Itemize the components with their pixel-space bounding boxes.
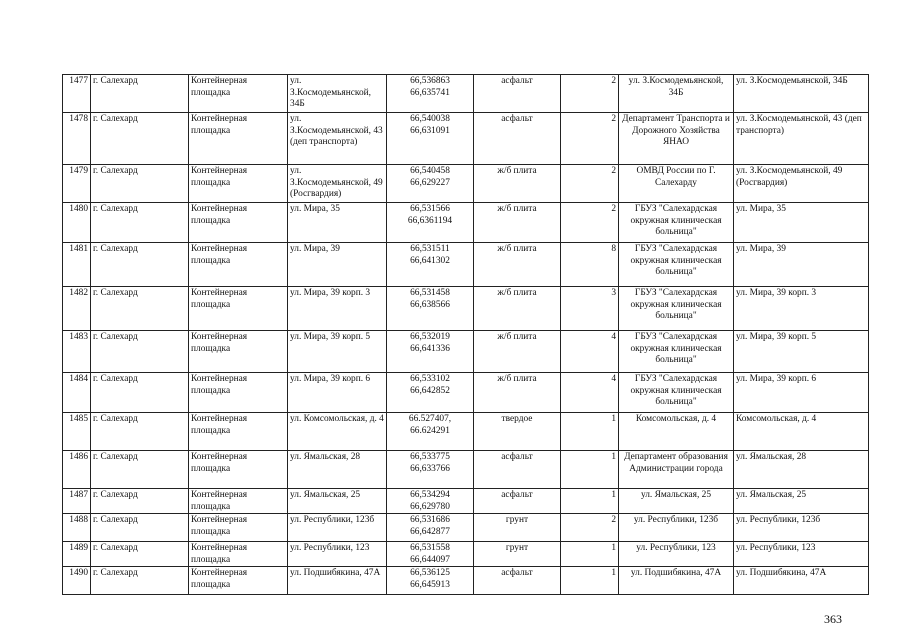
page-number: 363: [824, 612, 842, 626]
address-cell: ул. Мира, 39: [288, 243, 387, 287]
owner-cell: Комсомольская, д. 4: [619, 413, 734, 451]
address-cell: ул. З.Космодемьянской, 43 (деп транспорта): [288, 113, 387, 165]
city-cell: г. Салехард: [91, 75, 189, 113]
table-row: [63, 287, 869, 331]
table-row: [63, 331, 869, 373]
city-cell: г. Салехард: [91, 489, 189, 514]
site-type-cell: Контейнерная площадка: [189, 514, 288, 542]
container-count-cell: 3: [561, 287, 619, 331]
owner-cell: ГБУЗ "Салехардская окружная клиническая больница": [619, 331, 734, 373]
surface-cell: ж/б плита: [474, 165, 561, 203]
address-cell: ул. Комсомольская, д. 4: [288, 413, 387, 451]
row-number: 1484: [63, 373, 91, 413]
container-count-cell: 1: [561, 489, 619, 514]
table-row: [63, 243, 869, 287]
city-cell: г. Салехард: [91, 113, 189, 165]
owner-cell: Департамент Транспорта и Дорожного Хозяйства ЯНАО: [619, 113, 734, 165]
site-type-cell: Контейнерная площадка: [189, 489, 288, 514]
coordinates-cell: 66,533775 66,633766: [387, 451, 474, 489]
surface-cell: ж/б плита: [474, 203, 561, 243]
coordinates-cell: 66,536125 66,645913: [387, 567, 474, 595]
source-address-cell: ул. Ямальская, 28: [734, 451, 869, 489]
source-address-cell: ул. Республики, 123: [734, 542, 869, 567]
row-number: 1478: [63, 113, 91, 165]
coordinates-cell: 66.527407, 66.624291: [387, 413, 474, 451]
coordinates-cell: 66,531686 66,642877: [387, 514, 474, 542]
coordinates-cell: 66,540038 66,631091: [387, 113, 474, 165]
container-count-cell: 1: [561, 567, 619, 595]
coordinates-cell: 66,531558 66,644097: [387, 542, 474, 567]
surface-cell: асфальт: [474, 113, 561, 165]
city-cell: г. Салехард: [91, 165, 189, 203]
city-cell: г. Салехард: [91, 373, 189, 413]
surface-cell: ж/б плита: [474, 287, 561, 331]
owner-cell: ул. Ямальская, 25: [619, 489, 734, 514]
container-count-cell: 1: [561, 451, 619, 489]
city-cell: г. Салехард: [91, 203, 189, 243]
site-type-cell: Контейнерная площадка: [189, 113, 288, 165]
table-row: [63, 542, 869, 567]
site-type-cell: Контейнерная площадка: [189, 567, 288, 595]
owner-cell: ГБУЗ "Салехардская окружная клиническая больница": [619, 243, 734, 287]
address-cell: ул. З.Космодемьянской, 34Б: [288, 75, 387, 113]
table-row: [63, 165, 869, 203]
source-address-cell: ул. Мира, 39 корп. 5: [734, 331, 869, 373]
row-number: 1490: [63, 567, 91, 595]
container-count-cell: 4: [561, 331, 619, 373]
surface-cell: ж/б плита: [474, 331, 561, 373]
registry-table: [62, 74, 869, 595]
city-cell: г. Салехард: [91, 243, 189, 287]
coordinates-cell: 66,531566 66,6361194: [387, 203, 474, 243]
container-count-cell: 2: [561, 203, 619, 243]
container-count-cell: 2: [561, 165, 619, 203]
coordinates-cell: 66,531511 66,641302: [387, 243, 474, 287]
source-address-cell: ул. З.Космодемьянской, 49 (Росгвардия): [734, 165, 869, 203]
container-count-cell: 1: [561, 542, 619, 567]
address-cell: ул. Ямальская, 28: [288, 451, 387, 489]
coordinates-cell: 66,532019 66,641336: [387, 331, 474, 373]
site-type-cell: Контейнерная площадка: [189, 413, 288, 451]
owner-cell: ул. Республики, 123: [619, 542, 734, 567]
site-type-cell: Контейнерная площадка: [189, 203, 288, 243]
surface-cell: ж/б плита: [474, 243, 561, 287]
surface-cell: грунт: [474, 514, 561, 542]
address-cell: ул. Ямальская, 25: [288, 489, 387, 514]
source-address-cell: ул. Подшибякина, 47А: [734, 567, 869, 595]
source-address-cell: ул. Мира, 35: [734, 203, 869, 243]
table-row: [63, 567, 869, 595]
table-row: [63, 113, 869, 165]
coordinates-cell: 66,536863 66,635741: [387, 75, 474, 113]
source-address-cell: ул. Мира, 39 корп. 6: [734, 373, 869, 413]
owner-cell: ул. З.Космодемьянской, 34Б: [619, 75, 734, 113]
city-cell: г. Салехард: [91, 413, 189, 451]
row-number: 1480: [63, 203, 91, 243]
address-cell: ул. Мира, 39 корп. 6: [288, 373, 387, 413]
source-address-cell: ул. З.Космодемьянской, 34Б: [734, 75, 869, 113]
table-row: [63, 489, 869, 514]
site-type-cell: Контейнерная площадка: [189, 243, 288, 287]
table-row: [63, 451, 869, 489]
site-type-cell: Контейнерная площадка: [189, 331, 288, 373]
site-type-cell: Контейнерная площадка: [189, 287, 288, 331]
row-number: 1487: [63, 489, 91, 514]
table-row: [63, 203, 869, 243]
source-address-cell: ул. З.Космодемьянской, 43 (деп транспорта): [734, 113, 869, 165]
city-cell: г. Салехард: [91, 514, 189, 542]
container-count-cell: 2: [561, 75, 619, 113]
site-type-cell: Контейнерная площадка: [189, 165, 288, 203]
site-type-cell: Контейнерная площадка: [189, 451, 288, 489]
address-cell: ул. Республики, 123: [288, 542, 387, 567]
city-cell: г. Салехард: [91, 451, 189, 489]
container-count-cell: 1: [561, 413, 619, 451]
row-number: 1481: [63, 243, 91, 287]
surface-cell: асфальт: [474, 567, 561, 595]
row-number: 1488: [63, 514, 91, 542]
row-number: 1477: [63, 75, 91, 113]
address-cell: ул. Мира, 35: [288, 203, 387, 243]
row-number: 1479: [63, 165, 91, 203]
surface-cell: грунт: [474, 542, 561, 567]
row-number: 1489: [63, 542, 91, 567]
row-number: 1485: [63, 413, 91, 451]
coordinates-cell: 66,531458 66,638566: [387, 287, 474, 331]
owner-cell: ул. Республики, 123б: [619, 514, 734, 542]
surface-cell: асфальт: [474, 489, 561, 514]
owner-cell: Департамент образования Администрации города: [619, 451, 734, 489]
source-address-cell: ул. Мира, 39: [734, 243, 869, 287]
surface-cell: асфальт: [474, 451, 561, 489]
owner-cell: ГБУЗ "Салехардская окружная клиническая больница": [619, 287, 734, 331]
table-row: [63, 75, 869, 113]
container-count-cell: 8: [561, 243, 619, 287]
source-address-cell: Комсомольская, д. 4: [734, 413, 869, 451]
address-cell: ул. Республики, 123б: [288, 514, 387, 542]
city-cell: г. Салехард: [91, 542, 189, 567]
owner-cell: ОМВД России по Г. Салехарду: [619, 165, 734, 203]
address-cell: ул. Мира, 39 корп. 5: [288, 331, 387, 373]
site-type-cell: Контейнерная площадка: [189, 542, 288, 567]
coordinates-cell: 66,534294 66,629780: [387, 489, 474, 514]
city-cell: г. Салехард: [91, 567, 189, 595]
address-cell: ул. Мира, 39 корп. 3: [288, 287, 387, 331]
table-row: [63, 413, 869, 451]
city-cell: г. Салехард: [91, 287, 189, 331]
source-address-cell: ул. Республики, 123б: [734, 514, 869, 542]
table-row: [63, 514, 869, 542]
owner-cell: ГБУЗ "Салехардская окружная клиническая больница": [619, 373, 734, 413]
coordinates-cell: 66,540458 66,629227: [387, 165, 474, 203]
container-count-cell: 4: [561, 373, 619, 413]
surface-cell: асфальт: [474, 75, 561, 113]
address-cell: ул. З.Космодемьянской, 49 (Росгвардия): [288, 165, 387, 203]
owner-cell: ГБУЗ "Салехардская окружная клиническая больница": [619, 203, 734, 243]
source-address-cell: ул. Ямальская, 25: [734, 489, 869, 514]
table-body: [63, 75, 869, 595]
surface-cell: ж/б плита: [474, 373, 561, 413]
site-type-cell: Контейнерная площадка: [189, 373, 288, 413]
owner-cell: ул. Подшибякина, 47А: [619, 567, 734, 595]
surface-cell: твердое: [474, 413, 561, 451]
city-cell: г. Салехард: [91, 331, 189, 373]
site-type-cell: Контейнерная площадка: [189, 75, 288, 113]
address-cell: ул. Подшибякина, 47А: [288, 567, 387, 595]
table-row: [63, 373, 869, 413]
row-number: 1483: [63, 331, 91, 373]
container-count-cell: 2: [561, 113, 619, 165]
row-number: 1482: [63, 287, 91, 331]
coordinates-cell: 66,533102 66,642852: [387, 373, 474, 413]
container-count-cell: 2: [561, 514, 619, 542]
source-address-cell: ул. Мира, 39 корп. 3: [734, 287, 869, 331]
row-number: 1486: [63, 451, 91, 489]
